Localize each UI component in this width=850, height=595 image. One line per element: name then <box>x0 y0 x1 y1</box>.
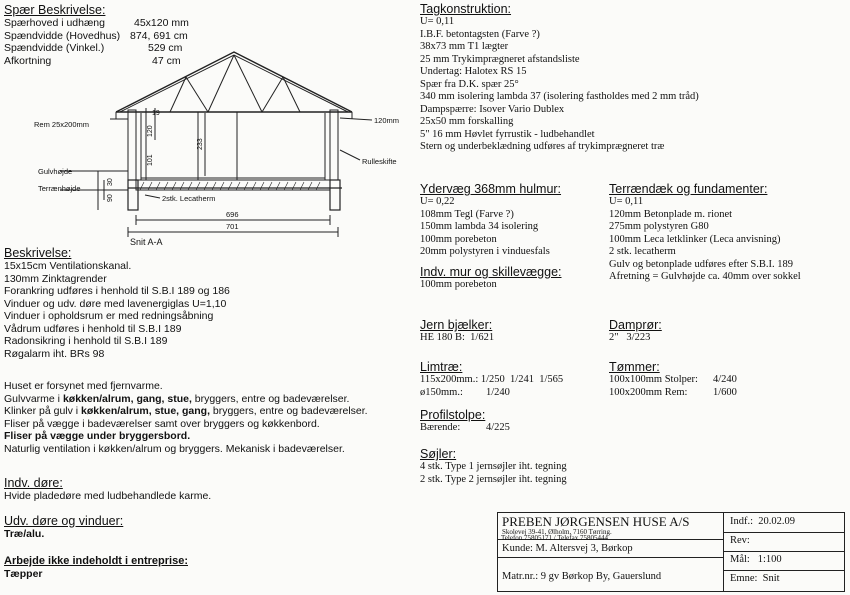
tommer-row <box>609 387 737 400</box>
indv-mur-text: 100mm porebeton <box>420 279 497 290</box>
limtrae-value: 1/565 <box>539 374 564 385</box>
dampror-value: 3/223 <box>626 332 651 343</box>
matr-text: Matr.nr.: 9 gv Børkop By, Gauerslund <box>502 571 662 582</box>
klinker-post: bryggers, entre og badeværelser. <box>210 405 368 417</box>
gulvvarme-post: bryggers, entre og badeværelser. <box>191 392 350 405</box>
entreprise-text: Tæpper <box>4 568 43 580</box>
maal-value: 1:100 <box>757 554 782 565</box>
tommer-section <box>609 360 737 399</box>
gulvhojde-label: Gulvhøjde <box>38 167 73 176</box>
beskrivelse-line: Vådrum udføres i henhold til S.B.I 189 <box>4 322 182 335</box>
spaer-row <box>4 17 189 30</box>
indv-doere-text: Hvide pladedøre med ludbehandlede karme. <box>4 490 212 502</box>
tb-divider <box>498 557 723 558</box>
dim-120: 120 <box>147 125 154 137</box>
tag-line: U= 0,11 <box>420 16 455 27</box>
tag-line: Undertag: Halotex RS 15 <box>420 66 527 77</box>
beskrivelse-line: Vinduer i opholdsrum er med redningsåbning <box>4 310 214 322</box>
limtrae-label: ø150mm.: <box>420 386 463 398</box>
sojler-line: 2 stk. Type 2 jernsøjler iht. tegning <box>420 473 567 485</box>
klinker-pre: Klinker på gulv i <box>4 405 82 417</box>
dim-233: 233 <box>197 138 204 150</box>
company-phone: Telefon 75805171 / Telefax 75805444 <box>501 534 608 542</box>
limtrae-row <box>420 387 563 400</box>
tommer-value: 1/600 <box>713 386 737 398</box>
tagkonstruktion-heading: Tagkonstruktion: <box>420 2 512 16</box>
lecatherm-label: 2stk. Lecatherm <box>162 194 216 203</box>
ydervaeg-line: 100mm porebeton <box>420 233 497 245</box>
spaer-heading: Spær Beskrivelse: <box>4 3 106 17</box>
spaer-value: 529 cm <box>148 42 183 54</box>
limtrae-row <box>420 374 563 387</box>
tb-divider <box>723 551 844 552</box>
gulvvarme-pre: Gulvvarme i <box>4 392 63 405</box>
spaer-label: Spændvidde (Hovedhus) <box>4 29 121 42</box>
terraendaek-line: 100mm Leca letklinker (Leca anvisning) <box>609 233 781 245</box>
terraendaek-line: 2 stk. lecatherm <box>609 246 676 257</box>
fliser-bryggers-text: Fliser på vægge under bryggersbord. <box>4 430 191 442</box>
tag-line: Dampspærre: Isover Vario Dublex <box>420 103 565 115</box>
section-label: Snit A-A <box>130 237 163 247</box>
tb-divider <box>723 570 844 571</box>
limtrae-value: 1/250 <box>480 374 505 385</box>
sojler-section <box>420 447 567 486</box>
profilstolpe-section <box>420 408 510 435</box>
limtrae-heading: Limtræ: <box>420 360 463 374</box>
jern-value: 1/621 <box>470 332 495 343</box>
terraendaek-line: Afretning = Gulvhøjde ca. 40mm over sokkel <box>609 271 801 282</box>
spaer-value: 47 cm <box>152 54 181 67</box>
beskrivelse-line: Vinduer og udv. døre med lavenergiglas U=1,10 <box>4 297 227 310</box>
ydervaeg-line: U= 0,22 <box>420 196 455 207</box>
ydervaeg-line: 108mm Tegl (Farve ?) <box>420 208 514 220</box>
dim-696: 696 <box>226 210 239 219</box>
udv-doere-section <box>4 514 123 541</box>
limtrae-section <box>420 360 563 399</box>
beskrivelse-line: Radonsikring i henhold til S.B.I 189 <box>4 335 168 347</box>
spaer-label: Spærhoved i udhæng <box>4 17 105 29</box>
fliser-vaeg-text: Fliser på vægge i badeværelser samt over bryggers og køkkenbord. <box>4 417 320 430</box>
tag-line: Spær fra D.K. spær 25° <box>420 78 519 90</box>
beskrivelse-heading: Beskrivelse: <box>4 246 72 260</box>
dampror-heading: Damprør: <box>609 318 662 332</box>
tb-divider <box>723 513 724 591</box>
gulvvarme-text <box>4 393 368 406</box>
terraenhojde-label: Terrænhøjde <box>38 184 81 193</box>
dampror-section <box>609 318 662 345</box>
ydervaeg-line: 150mm lambda 34 isolering <box>420 221 539 232</box>
tag-line: 38x73 mm T1 lægter <box>420 41 509 52</box>
title-block <box>497 512 845 592</box>
entreprise-heading: Arbejde ikke indeholdt i entreprise: <box>4 555 188 567</box>
sojler-heading: Søjler: <box>420 447 457 461</box>
klinker-text <box>4 405 368 418</box>
limtrae-label: 115x200mm.: <box>420 374 479 385</box>
dim-101: 101 <box>147 154 154 166</box>
jern-row <box>420 332 494 345</box>
installation-section <box>4 380 368 455</box>
indv-doere-heading: Indv. døre: <box>4 476 63 490</box>
rem-label: Rem 25x200mm <box>34 120 90 129</box>
jern-label: HE 180 B: <box>420 332 465 343</box>
terraendaek-line: 275mm polystyren G80 <box>609 221 709 232</box>
limtrae-value: 1/240 <box>486 386 510 398</box>
ventilation-text: Naturlig ventilation i køkken/alrum og bryggers. Mekanisk i badeværelser. <box>4 442 345 455</box>
tag-line: 5" 16 mm Høvlet fyrrustik - ludbehandlet <box>420 128 595 140</box>
dampror-row <box>609 332 662 345</box>
terraendaek-line: Gulv og betonplade udføres efter S.B.I. 189 <box>609 258 794 270</box>
terraendaek-line: 120mm Betonplade m. rionet <box>609 208 733 220</box>
tag-line: Stern og underbeklædning udføres af trykimprægneret træ <box>420 141 665 152</box>
company-address: Skolevej 39-41, Ølholm, 7160 Tørring. <box>502 528 612 536</box>
beskrivelse-line: Forankring udføres i henhold til S.B.I 189 og 186 <box>4 285 230 297</box>
tb-divider <box>723 532 844 533</box>
indv-mur-heading: Indv. mur og skillevægge: <box>420 265 562 279</box>
tagkonstruktion-section <box>420 2 699 154</box>
fjernvarme-text: Huset er forsynet med fjernvarme. <box>4 380 163 392</box>
maal-row <box>730 554 782 565</box>
profilstolpe-heading: Profilstolpe: <box>420 408 486 422</box>
rev-label: Rev: <box>730 535 750 546</box>
maal-label: Mål: <box>730 554 750 565</box>
tommer-heading: Tømmer: <box>609 360 660 374</box>
klinker-bold: køkken/alrum, stue, gang, <box>81 405 210 417</box>
dim-701: 701 <box>226 222 239 231</box>
tommer-label: 100x100mm Stolper: <box>609 374 698 385</box>
emne-row <box>730 573 780 584</box>
indf-label: Indf.: <box>730 516 754 527</box>
profilstolpe-value: 4/225 <box>486 422 510 433</box>
dim-19: 19 <box>152 110 160 117</box>
dampror-label: 2" <box>609 332 619 343</box>
kunde-text: Kunde: M. Altersvej 3, Børkop <box>502 543 633 554</box>
limtrae-value: 1/241 <box>510 374 534 385</box>
ydervaeg-line: 20mm polystyren i vinduesfals <box>420 246 550 257</box>
emne-value: Snit <box>762 573 780 584</box>
spaer-label: Afkortning <box>4 54 52 67</box>
tommer-value: 4/240 <box>713 374 737 385</box>
tag-line: 25x50 mm forskalling <box>420 116 514 127</box>
tommer-row <box>609 374 737 387</box>
jern-section <box>420 318 494 345</box>
beskrivelse-section <box>4 246 230 360</box>
indv-mur-section <box>420 265 562 292</box>
indv-doere-section <box>4 476 211 503</box>
tag-line: I.B.F. betontagsten (Farve ?) <box>420 28 540 40</box>
dim-120mm-label: 120mm <box>374 116 400 125</box>
terraendaek-section <box>609 182 801 284</box>
beskrivelse-line: Røgalarm iht. BRs 98 <box>4 347 105 360</box>
tag-line: 340 mm isolering lambda 37 (isolering fastholdes med 2 mm tråd) <box>420 91 699 102</box>
profilstolpe-row <box>420 422 510 435</box>
gulvvarme-bold: køkken/alrum, gang, stue, <box>62 392 192 405</box>
section-drawing <box>0 40 415 250</box>
spaer-label: Spændvidde (Vinkel.) <box>4 42 105 54</box>
beskrivelse-line: 130mm Zinktagrender <box>4 272 107 285</box>
terraendaek-heading: Terrændæk og fundamenter: <box>609 182 768 196</box>
udv-doere-text: Træ/alu. <box>4 528 45 540</box>
udv-doere-heading: Udv. døre og vinduer: <box>4 514 124 528</box>
emne-label: Emne: <box>730 573 758 584</box>
profilstolpe-label: Bærende: <box>420 422 461 433</box>
tommer-label: 100x200mm Rem: <box>609 386 688 398</box>
ydervaeg-section <box>420 182 561 259</box>
beskrivelse-line: 15x15cm Ventilationskanal. <box>4 260 132 272</box>
tag-line: 25 mm Trykimprægneret afstandsliste <box>420 53 580 65</box>
jern-heading: Jern bjælker: <box>420 318 493 332</box>
company-name: PREBEN JØRGENSEN HUSE A/S <box>502 514 690 529</box>
dim-90: 90 <box>107 194 114 202</box>
ydervaeg-heading: Ydervæg 368mm hulmur: <box>420 182 562 196</box>
entreprise-section <box>4 554 188 581</box>
rulleskifte-label: Rulleskifte <box>362 157 397 166</box>
indf-value: 20.02.09 <box>758 516 796 527</box>
sojler-line: 4 stk. Type 1 jernsøjler iht. tegning <box>420 461 567 472</box>
indf-row <box>730 516 795 527</box>
spaer-value: 874, 691 cm <box>130 29 188 42</box>
dim-30: 30 <box>107 178 114 186</box>
spaer-value: 45x120 mm <box>134 17 189 29</box>
terraendaek-line: U= 0,11 <box>609 196 644 207</box>
